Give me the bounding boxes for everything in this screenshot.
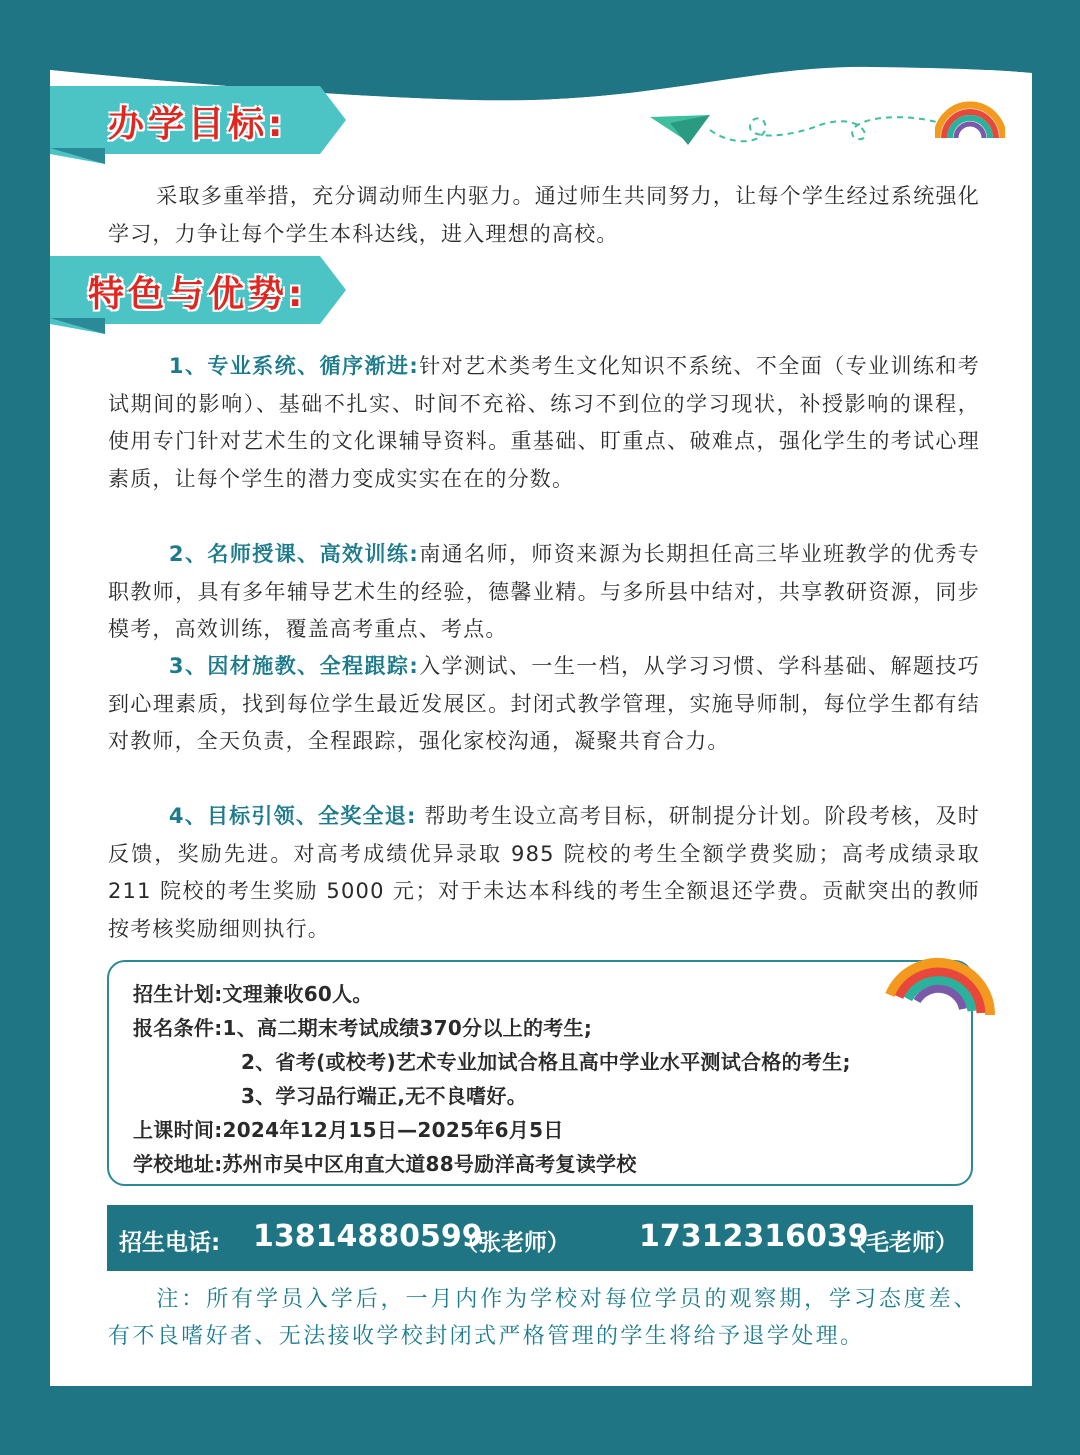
- requirement-2: 2、省考(或校考)艺术专业加试合格且高中学业水平测试合格的考生;: [241, 1050, 851, 1074]
- rainbow-icon: [935, 100, 1005, 145]
- feature-4-text: 帮助考生设立高考目标，研制提分计划。阶段考核，及时反馈，奖励先进。对高考成绩优异录取 985 院校的考生全额学费奖励；高考成绩录取 211 院校的考生奖励 5000 元；对于未达本科线的考生全额退还学费。贡献突出的教师按考核奖励细则执行。: [108, 804, 980, 941]
- goal-section-title: 办学目标:: [108, 104, 287, 145]
- paper-plane-icon: [650, 105, 950, 155]
- feature-1-title: 1、专业系统、循序渐进:: [168, 354, 419, 378]
- phone-teacher-1: （张老师）: [455, 1230, 570, 1256]
- requirement-3: 3、学习品行端正,无不良嗜好。: [241, 1084, 528, 1108]
- phone-teacher-2: （毛老师）: [843, 1230, 958, 1256]
- feature-2-title: 2、名师授课、高效训练:: [168, 542, 419, 566]
- goal-section-ribbon: [50, 86, 346, 164]
- enrollment-info-box: [107, 960, 973, 1186]
- enrollment-plan: 招生计划:文理兼收60人。: [133, 982, 373, 1006]
- phone-bar: [107, 1205, 973, 1271]
- school-address: 学校地址:苏州市吴中区甪直大道88号励洋高考复读学校: [133, 1152, 637, 1176]
- feature-4-title: 4、目标引领、全奖全退:: [168, 804, 417, 828]
- features-section-title: 特色与优势:: [88, 274, 307, 315]
- feature-3-text: 入学测试、一生一档，从学习习惯、学科基础、解题技巧到心理素质，找到每位学生最近发展区。封闭式教学管理，实施导师制，每位学生都有结对教师，全天负责，全程跟踪，强化家校沟通，凝聚共育合力。: [108, 654, 980, 753]
- feature-item-2: [108, 536, 980, 649]
- feature-3-title: 3、因材施教、全程跟踪:: [168, 654, 419, 678]
- feature-1-text: 针对艺术类考生文化知识不系统、不全面（专业训练和考试期间的影响）、基础不扎实、时间不充裕、练习不到位的学习现状，补授影响的课程，使用专门针对艺术生的文化课辅导资料。重基础、盯重点、破难点，强化学生的考试心理素质，让每个学生的潜力变成实实在在的分数。: [108, 354, 980, 491]
- features-section-ribbon: [50, 256, 346, 334]
- goal-text: 采取多重举措，充分调动师生内驱力。通过师生共同努力，让每个学生经过系统强化学习，力争让每个学生本科达线，进入理想的高校。: [108, 184, 980, 246]
- feature-item-3: [108, 648, 980, 761]
- phone-number-1[interactable]: 13814880599: [253, 1219, 483, 1254]
- phone-number-2[interactable]: 17312316039: [639, 1219, 869, 1254]
- note-text: 注：所有学员入学后，一月内作为学校对每位学员的观察期，学习态度差、有不良嗜好者、无法接收学校封闭式严格管理的学生将给予退学处理。: [108, 1287, 978, 1349]
- phone-label: 招生电话:: [119, 1230, 221, 1256]
- umbrella-icon: [885, 935, 995, 1025]
- class-time: 上课时间:2024年12月15日—2025年6月5日: [133, 1118, 564, 1142]
- requirement-1: 报名条件:1、高二期末考试成绩370分以上的考生;: [133, 1016, 593, 1040]
- feature-item-4: [108, 798, 980, 948]
- feature-2-text: 南通名师，师资来源为长期担任高三毕业班教学的优秀专职教师，具有多年辅导艺术生的经验，德馨业精。与多所县中结对，共享教研资源，同步模考，高效训练，覆盖高考重点、考点。: [108, 542, 980, 641]
- feature-item-1: [108, 348, 980, 498]
